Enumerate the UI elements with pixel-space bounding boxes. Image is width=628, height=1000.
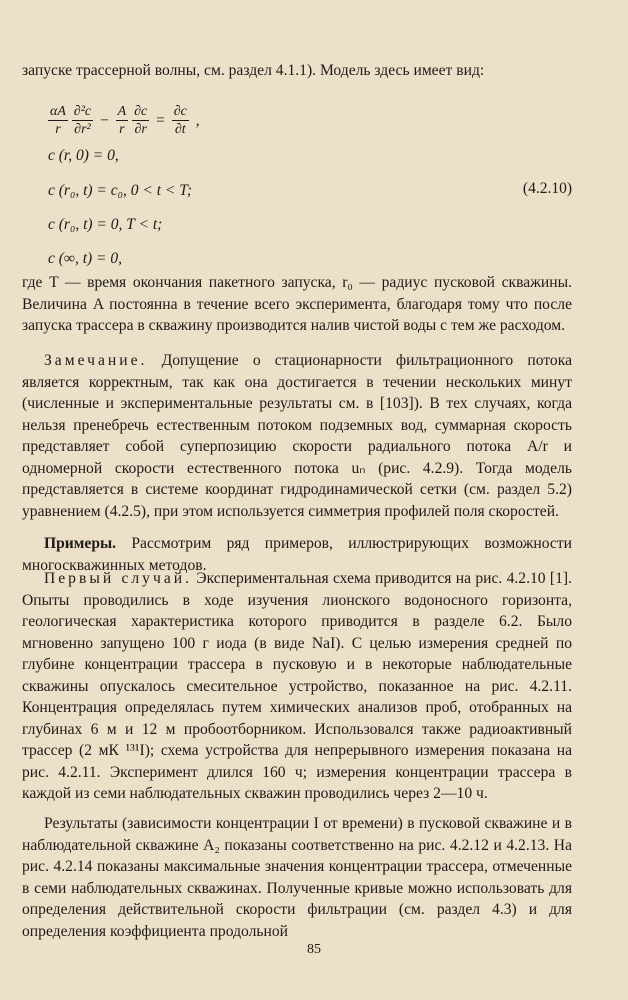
boundary-condition-3: c (∞, t) = 0, (48, 250, 123, 267)
remark-label: Замечание. (44, 352, 148, 369)
fraction: $\frac{A}{r}$ (117, 104, 127, 137)
paragraph-where: где T — время окончания пакетного запуска, r₀ — радиус пусковой скважины. Величина A постоянна в течение всего эксперимента, благодаря тому что после запуска трассера в скважину производится налив чистой воды с тем же расходом. (22, 274, 572, 334)
formula-4-2-10 (48, 103, 572, 269)
initial-condition: c (r, 0) = 0, (48, 147, 119, 164)
fraction: $\frac{\partial c}{\partial r}$ (134, 104, 148, 137)
equation-number: (4.2.10) (522, 180, 572, 197)
equals-sign: = (156, 111, 165, 129)
paragraph-results: Результаты (зависимости концентрации I от времени) в пусковой скважине и в наблюдательной скважине A₂ показаны соответственно на рис. 4.2.12 и 4.2.13. На рис. 4.2.14 показаны максимальные значения концентрации трассера, отмеченные в семи наблюдательных скважинах. Полученные кривые можно использовать для определения действительной скорости фильтрации (см. раздел 4.3) и для определения коэффициента продольной (22, 815, 572, 940)
pde-line: $\frac{\alpha A}{r}$ $\frac{\text{∂²c}}{\text{∂r²}}$ − $\frac{A}{r}$ $\frac{\partial c}{\partial r}$ = $\frac{\partial c}{\partial t}$ , (50, 104, 200, 137)
paragraph-first-case: Первый случай. Экспериментальная схема приводится на рис. 4.2.10 [1]. Опыты проводились в ходе изучения лионского водоносного горизонта, геологическая характеристика которого приводится в разделе 6.2. Было мгновенно запущено 100 г иода (в виде NaI). С целью измерения средней по глубине концентрации трассера в пусковую и в некоторые наблюдательные скважины опускалось смесительное устройство, показанное на рис. 4.2.11. Концентрация определялась путем химических анализов проб, отобранных на глубинах 6 м и 12 м пробоотборником. Использовался также радиоактивный трассер (2 мК ¹³¹I); схема устройства для непрерывного измерения показана на рис. 4.2.11. Эксперимент длился 160 ч; измерения концентрации трассера в каждой из семи наблюдательных скважин проводились через 2—10 ч. (22, 570, 572, 802)
minus-sign: − (100, 111, 109, 129)
paragraph-remark: Замечание. Допущение о стационарности фильтрационного потока является корректным, так как она достигается в течении нескольких минут (численные и экспериментальные результаты см. в [103]). В тех случаях, когда нельзя пренебречь естественным потоком подземных вод, суммарная скорость представляет собой суперпозицию скорости радиального потока A/r и одномерной скорости естественного потока uₙ (рис. 4.2.9). Тогда модель представляется в системе координат гидродинамической сетки (см. раздел 5.2) уравнением (4.2.5), при этом используется симметрия профилей поля скоростей. (22, 352, 572, 520)
paragraph-examples: Примеры. Рассмотрим ряд примеров, иллюстрирующих возможности многоскважинных методов. (22, 535, 572, 574)
case-label: Первый случай. (44, 570, 192, 587)
fraction: $\frac{\alpha A}{r}$ (50, 104, 66, 137)
intro-text: запуске трассерной волны, см. раздел 4.1.1). Модель здесь имеет вид: (22, 62, 485, 79)
fraction: $\frac{\partial c}{\partial t}$ (173, 104, 187, 137)
boundary-condition-2: c (r₀, t) = 0, T < t; (48, 216, 163, 233)
fraction: $\frac{\text{∂²c}}{\text{∂r²}}$ (73, 104, 92, 137)
boundary-condition-1: c (r₀, t) = c₀, 0 < t < T; (48, 182, 193, 199)
page-number: 85 (307, 942, 321, 957)
examples-label: Примеры. (44, 535, 117, 552)
